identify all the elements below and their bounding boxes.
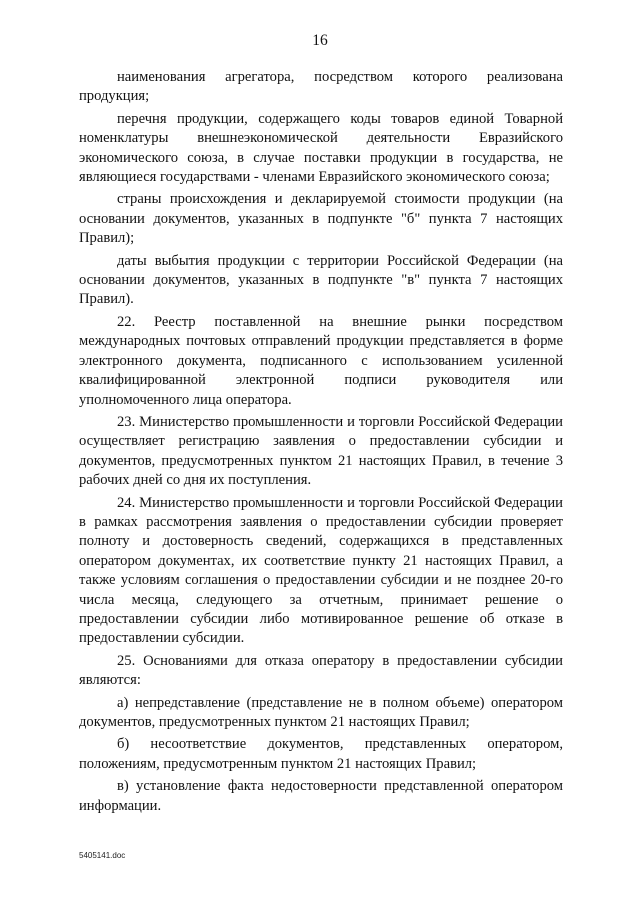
document-body <box>79 68 563 819</box>
paragraph-clause-23: 23. Министерство промышленности и торговли Российской Федерации осуществляет регистрацию заявления о предоставлении субсидии и документов, предусмотренных пунктом 21 настоящих Правил, в течение 3 рабочих дней со дня их поступления. <box>79 413 563 489</box>
paragraph-clause-25-c: в) установление факта недостоверности представленной оператором информации. <box>79 778 563 814</box>
paragraph-clause-24: 24. Министерство промышленности и торговли Российской Федерации в рамках рассмотрения заявления о предоставлении субсидии проверяет полноту и достоверность сведений, содержащихся в представленных оператором документах, их соответствие пункту 21 настоящих Правил, а также условиям соглашения о предоставлении субсидии и не позднее 20-го числа месяца, следующего за отчетным, принимает решение о предоставлении субсидии либо мотивированное решение об отказе в предоставлении субсидии. <box>79 494 563 647</box>
paragraph-clause-22: 22. Реестр поставленной на внешние рынки посредством международных почтовых отправлений продукции представляется в форме электронного документа, подписанного с использованием усиленной квалифицированной электронной подписи руководителя или уполномоченного лица оператора. <box>79 313 563 408</box>
paragraph-country-of-origin: страны происхождения и декларируемой стоимости продукции (на основании документов, указанных в подпункте "б" пункта 7 настоящих Правил); <box>79 191 563 247</box>
paragraph-clause-25: 25. Основаниями для отказа оператору в предоставлении субсидии являются: <box>79 652 563 689</box>
paragraph-export-dates: даты выбытия продукции с территории Российской Федерации (на основании документов, указанных в подпункте "в" пункта 7 настоящих Правил). <box>79 252 563 308</box>
paragraph-aggregator-name: наименования агрегатора, посредством которого реализована продукция; <box>79 69 563 105</box>
file-name-footer: 5405141.doc <box>79 851 126 860</box>
paragraph-product-list: перечня продукции, содержащего коды товаров единой Товарной номенклатуры внешнеэкономической деятельности Евразийского экономического союза, в случае поставки продукции в государства, не являющиеся государствами - членами Евразийского экономического союза; <box>79 110 563 186</box>
page-number: 16 <box>312 32 328 49</box>
paragraph-clause-25-b: б) несоответствие документов, представленных оператором, положениям, предусмотренным пунктом 21 настоящих Правил; <box>79 736 563 772</box>
paragraph-clause-25-a: а) непредставление (представление не в полном объеме) оператором документов, предусмотренных пунктом 21 настоящих Правил; <box>79 694 563 730</box>
